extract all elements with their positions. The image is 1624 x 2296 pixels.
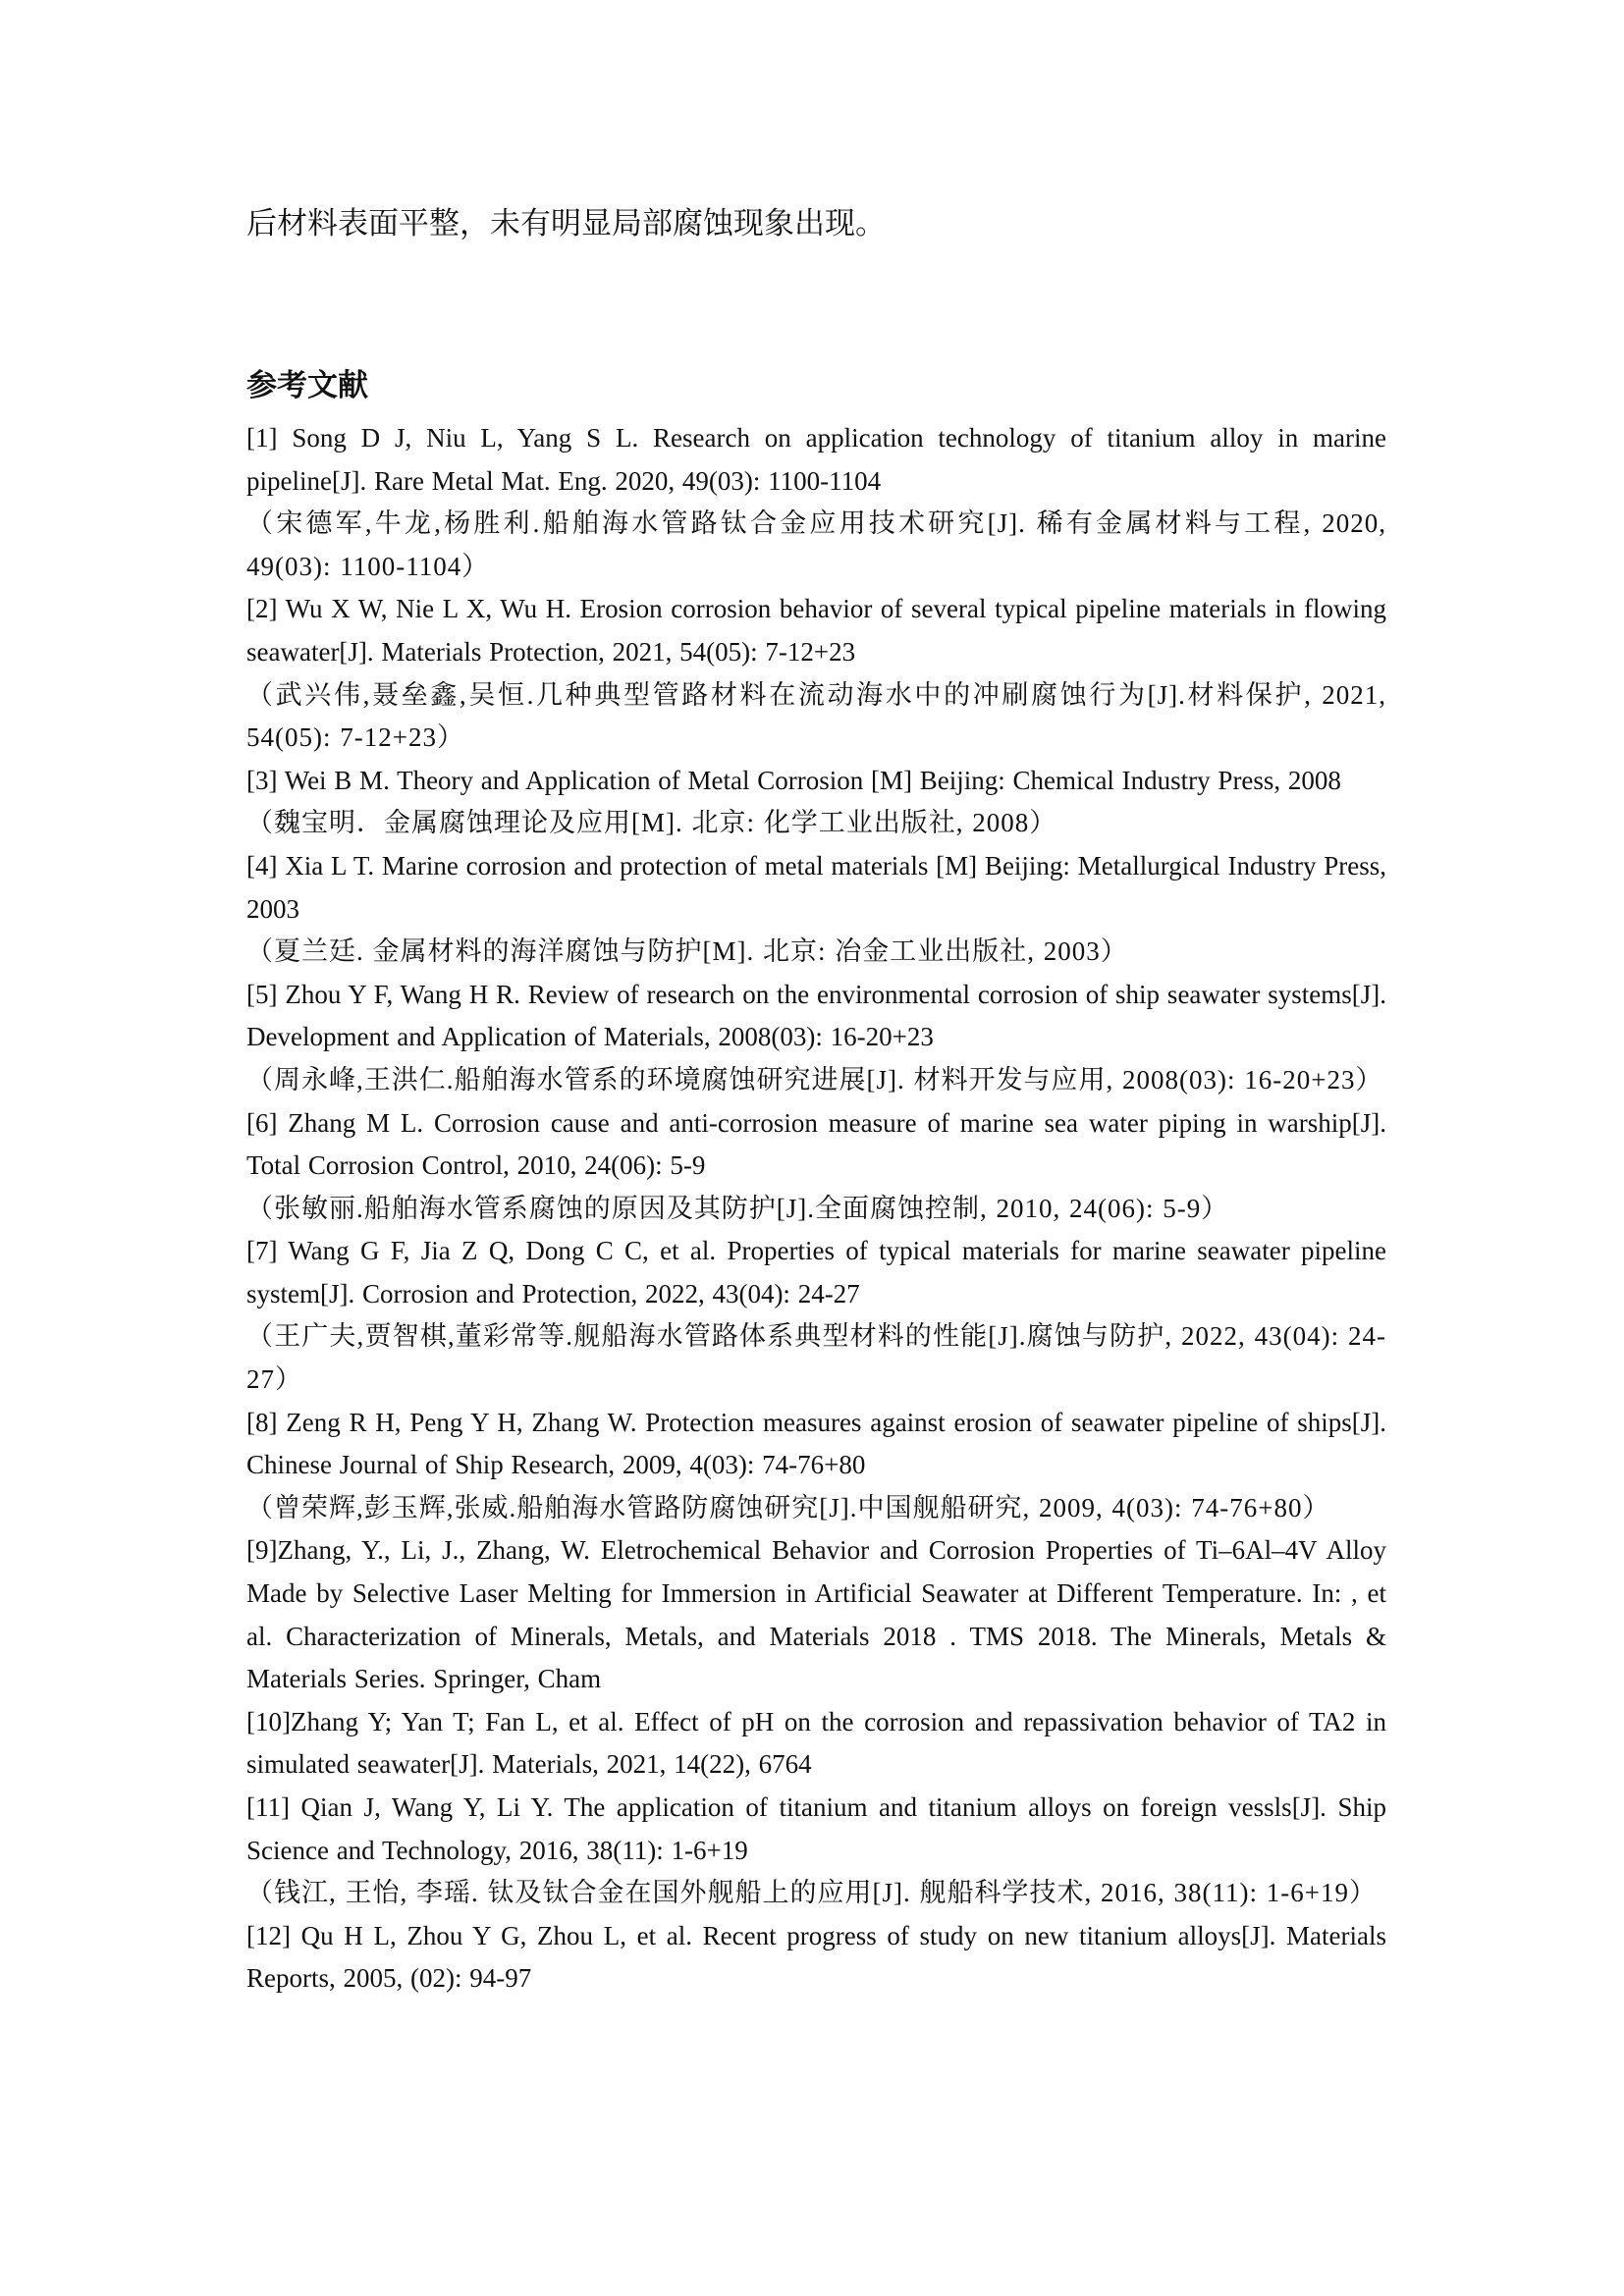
- reference-entry: [6] Zhang M L. Corrosion cause and anti-corrosion measure of marine sea water piping in warship[J]. Total Corrosion Control, 2010, 24(06): 5-9: [246, 1107, 1386, 1181]
- reference-entry: [10]Zhang Y; Yan T; Fan L, et al. Effect of pH on the corrosion and repassivation behavior of TA2 in simulated seawater[J]. Materials, 2021, 14(22), 6764: [246, 1706, 1386, 1780]
- reference-entry: [9]Zhang, Y., Li, J., Zhang, W. Eletrochemical Behavior and Corrosion Properties of Ti–6Al–4V Alloy Made by Selective Laser Melting for Immersion in Artificial Seawater at Different Temperature. In: , et al. Characterization of Minerals, Metals, and Materials 2018 . TMS 2018. The Minerals, Metals & Materials Series. Springer, Cham: [246, 1535, 1386, 1694]
- reference-entry-translation: （王广夫,贾智棋,董彩常等.舰船海水管路体系典型材料的性能[J].腐蚀与防护, 2022, 43(04): 24-27）: [246, 1321, 1386, 1395]
- reference-entry-translation: （周永峰,王洪仁.船舶海水管系的环境腐蚀研究进展[J]. 材料开发与应用, 2008(03): 16-20+23）: [246, 1064, 1383, 1095]
- reference-entry-translation: （张敏丽.船舶海水管系腐蚀的原因及其防护[J].全面腐蚀控制, 2010, 24(06): 5-9）: [246, 1193, 1229, 1223]
- reference-entry-translation: （钱江, 王怡, 李瑶. 钛及钛合金在国外舰船上的应用[J]. 舰船科学技术, 2016, 38(11): 1-6+19）: [246, 1878, 1377, 1908]
- body-paragraph: 后材料表面平整，未有明显局部腐蚀现象出现。: [246, 206, 886, 240]
- reference-entry: [1] Song D J, Niu L, Yang S L. Research on application technology of titanium alloy in marine pipeline[J]. Rare Metal Mat. Eng. 2020, 49(03): 1100-1104: [246, 423, 1386, 496]
- reference-entry: [8] Zeng R H, Peng Y H, Zhang W. Protection measures against erosion of seawater pipeline of ships[J]. Chinese Journal of Ship Research, 2009, 4(03): 74-76+80: [246, 1407, 1386, 1480]
- reference-entry-translation: （武兴伟,聂垒鑫,吴恒.几种典型管路材料在流动海水中的冲刷腐蚀行为[J].材料保护, 2021, 54(05): 7-12+23）: [246, 679, 1386, 753]
- reference-entry-translation: （曾荣辉,彭玉辉,张威.船舶海水管路防腐蚀研究[J].中国舰船研究, 2009, 4(03): 74-76+80）: [246, 1492, 1330, 1522]
- reference-entry-translation: （宋德军,牛龙,杨胜利.船舶海水管路钛合金应用技术研究[J]. 稀有金属材料与工程, 2020, 49(03): 1100-1104）: [246, 508, 1386, 581]
- reference-entry: [7] Wang G F, Jia Z Q, Dong C C, et al. Properties of typical materials for marine seawater pipeline system[J]. Corrosion and Protection, 2022, 43(04): 24-27: [246, 1236, 1386, 1308]
- references-heading: 参考文献: [246, 368, 368, 403]
- reference-entry: [5] Zhou Y F, Wang H R. Review of research on the environmental corrosion of ship seawater systems[J]. Development and Application of Materials, 2008(03): 16-20+23: [246, 979, 1386, 1052]
- reference-entry: [3] Wei B M. Theory and Application of Metal Corrosion [M] Beijing: Chemical Industry Press, 2008: [246, 765, 1341, 795]
- reference-entry: [4] Xia L T. Marine corrosion and protection of metal materials [M] Beijing: Metallurgical Industry Press, 2003: [246, 850, 1386, 924]
- reference-entry-translation: （魏宝明．金属腐蚀理论及应用[M]. 北京: 化学工业出版社, 2008）: [246, 808, 1057, 838]
- reference-entry: [2] Wu X W, Nie L X, Wu H. Erosion corrosion behavior of several typical pipeline materials in flowing seawater[J]. Materials Protection, 2021, 54(05): 7-12+23: [246, 594, 1386, 667]
- reference-entry-translation: （夏兰廷. 金属材料的海洋腐蚀与防护[M]. 北京: 冶金工业出版社, 2003）: [246, 936, 1128, 967]
- reference-list: [246, 417, 1386, 2001]
- reference-entry: [11] Qian J, Wang Y, Li Y. The application of titanium and titanium alloys on foreign vessls[J]. Ship Science and Technology, 2016, 38(11): 1-6+19: [246, 1792, 1386, 1865]
- page-content: [246, 202, 1386, 2001]
- reference-entry: [12] Qu H L, Zhou Y G, Zhou L, et al. Recent progress of study on new titanium alloys[J]. Materials Reports, 2005, (02): 94-97: [246, 1920, 1386, 1994]
